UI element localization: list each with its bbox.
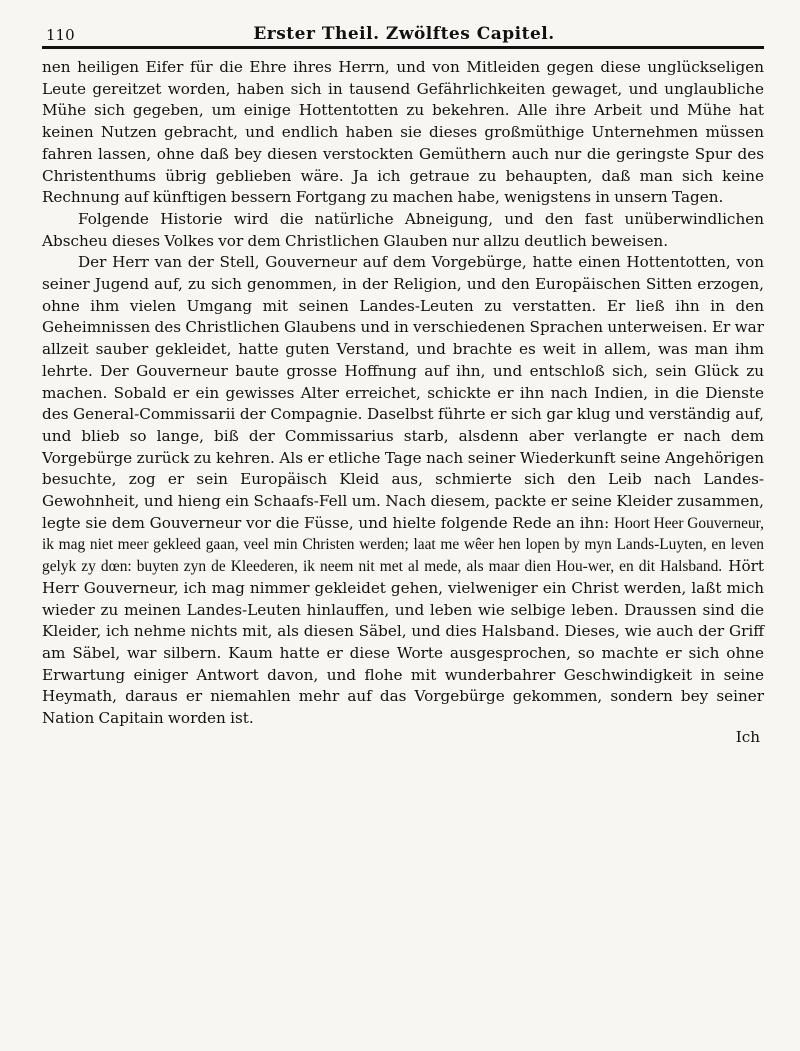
story-text: Der Herr van der Stell, Gouverneur auf dem Vorgebürge, hatte einen Hottentotten, von seiner Jugend auf, zu sich genommen, in der Religion, und den Europäischen Sitten erzogen, ohne ihm vielen Umgang mit seinen Landes-Leuten zu verstatten. Er ließ ihn in den Geheimnissen des Christlichen Glaubens und in verschiedenen Sprachen unterweisen. Er war allzeit sauber gekleidet, hatte guten Verstand, und brachte es weit in allem, was man ihm lehrte. Der Gouverneur baute grosse Hoffnung auf ihn, und entschloß sich, sein Glück zu machen. Sobald er ein gewisses Alter erreichet, schickte er ihn nach Indien, in die Dienste des General-Commissarii der Compagnie. Daselbst führte er sich gar klug und verständig auf, und blieb so lange, biß der Commissarius starb, alsdenn aber verlangte er nach dem Vorgebürge zurück zu kehren. Als er etliche Tage nach seiner Wiederkunft seine Angehörigen besuchte, zog er sein Europäisch Kleid aus, schmierte sich den Leib nach Landes-Gewohnheit, und hieng ein Schaafs-Fell um. Nach diesem, packte er seine Kleider zusammen, legte sie dem Gouverneur vor die Füsse, und hielte folgende Rede an ihn: xyxy=(42,253,764,532)
body-text xyxy=(42,57,764,730)
running-head: Erster Theil. Zwölftes Capitel. xyxy=(253,24,555,44)
page-number: 110 xyxy=(46,26,75,44)
catchword: Ich xyxy=(735,727,760,746)
dutch-speech: Hoort Heer Gouverneur, ik mag niet meer gekleed gaan, veel min Christen werden; laat me wêer hen lopen by myn Lands-Luyten, en leven gelyk zy dœn: buyten zyn de Kleederen, ik neem nit met al mede, als maar dien Hou-wer, en dit Halsband. xyxy=(42,514,764,576)
german-translation: Hört Herr Gouverneur, ich mag nimmer gekleidet gehen, vielweniger ein Christ werden, laßt mich wieder zu meinen Landes-Leuten hinlauffen, und leben wie selbige leben. Draussen sind die Kleider, ich nehme nichts mit, als diesen Säbel, und dies Halsband. Dieses, wie auch der Griff am Säbel, war silbern. Kaum hatte er diese Worte ausgesprochen, so machte er sich ohne Erwartung einiger Antwort davon, und flohe mit wunderbahrer Geschwindigkeit in seine Heymath, daraus er niemahlen mehr auf das Vorgebürge gekommen, sondern bey seiner Nation Capitain worden ist. xyxy=(42,557,764,728)
header-rule xyxy=(42,46,764,49)
page-header xyxy=(42,18,764,44)
paragraph-history-intro: Folgende Historie wird die natürliche Abneigung, und den fast unüberwindlichen Abscheu dieses Volkes vor dem Christlichen Glauben nur allzu deutlich beweisen. xyxy=(42,209,764,250)
paragraph-hottentot-story xyxy=(42,252,764,729)
paragraph-continuation: nen heiligen Eifer für die Ehre ihres Herrn, und von Mitleiden gegen diese unglückseligen Leute gereitzet worden, haben sich in tausend Gefährlichkeiten gewaget, und unglaubliche Mühe sich gegeben, um einige Hottentotten zu bekehren. Alle ihre Arbeit und Mühe hat keinen Nutzen gebracht, und endlich haben sie dieses großmüthige Unternehmen müssen fahren lassen, ohne daß bey diesen verstockten Gemüthern auch nur die geringste Spur des Christenthums übrig geblieben wäre. Ja ich getraue zu behaupten, daß man sich keine Rechnung auf künftigen bessern Fortgang zu machen habe, wenigstens in unsern Tagen. xyxy=(42,58,764,207)
